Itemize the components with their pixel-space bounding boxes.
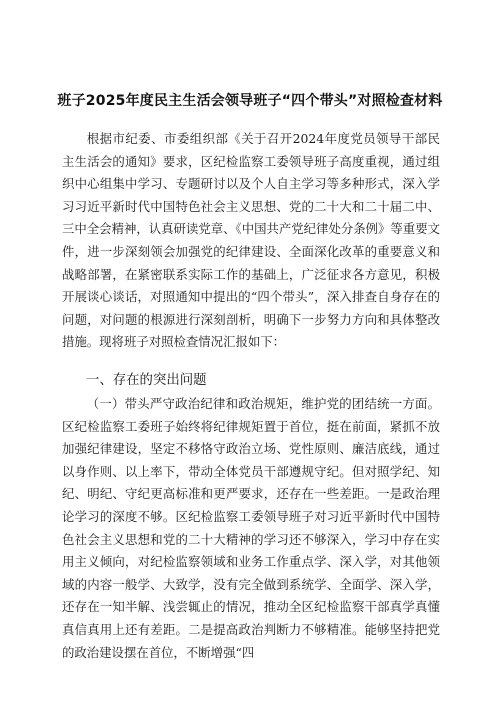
- intro-paragraph: 根据市纪委、市委组织部《关于召开2024年度党员领导干部民主生活会的通知》要求，区纪检监察工委领导班子高度重视，通过组织中心组集中学习、专题研讨以及个人自主学习等多种形式，深入学习习近平新时代中国特色社会主义思想、党的二十大和二十届二中、三中全会精神，认真研读党章、《中国共产党纪律处分条例》等重要文件，进一步深刻领会加强党的纪律建设、全面深化改革的重要意义和战略部署，在紧密联系实际工作的基础上，广泛征求各方意见，积极开展谈心谈话，对照通知中提出的“四个带头”，深入排查自身存在的问题，对问题的根源进行深刻剖析，明确下一步努力方向和具体整改措施。现将班子对照检查情况汇报如下：: [62, 131, 440, 350]
- section-heading-problems: 一、存在的突出问题: [86, 373, 207, 388]
- section-paragraph-political-discipline: （一）带头严守政治纪律和政治规矩，维护党的团结统一方面。区纪检监察工委班子始终将纪律规矩置于首位，挺在前面，紧抓不放加强纪律建设，坚定不移恪守政治立场、党性原则、廉洁底线，通过以身作则、以上率下，带动全体党员干部遵规守纪。但对照学纪、知纪、明纪、守纪更高标准和更严要求，还存在一些差距。一是政治理论学习的深度不够。区纪检监察工委领导班子对习近平新时代中国特色社会主义思想和党的二十大精神的学习还不够深入，学习中存在实用主义倾向，对纪检监察领域和业务工作重点学、深入学，对其他领域的内容一般学、大致学，没有完全做到系统学、全面学、深入学，还存在一知半解、浅尝辄止的情况，推动全区纪检监察干部真学真懂真信真用上还有差距。二是提高政治判断力不够精准。能够坚持把党的政治建设摆在首位，不断增强“四: [62, 396, 440, 660]
- document-title: 班子2025年度民主生活会领导班子“四个带头”对照检查材料: [57, 93, 443, 109]
